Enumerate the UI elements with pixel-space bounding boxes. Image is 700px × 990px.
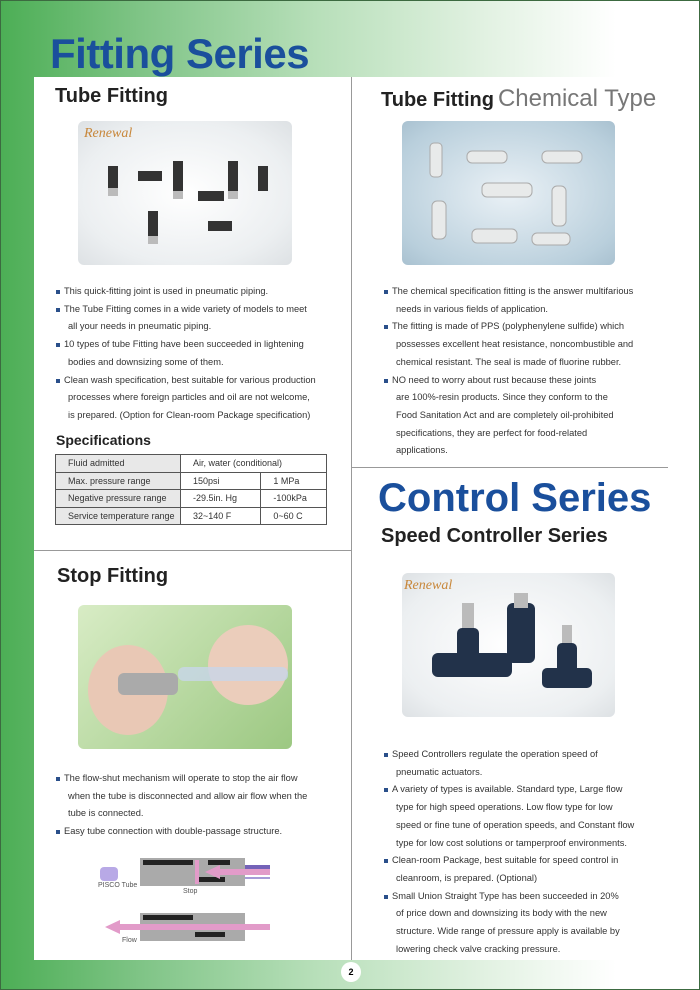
bullet-line: This quick-fitting joint is used in pneumatic piping. xyxy=(64,286,269,296)
spec-value: 1 MPa xyxy=(261,472,327,490)
bullet-line: when the tube is disconnected and allow air flow when the xyxy=(68,790,308,801)
table-row xyxy=(56,490,327,508)
bullet-line: The Tube Fitting comes in a wide variety of models to meet xyxy=(64,303,307,314)
specifications-table xyxy=(55,454,327,525)
spec-value: Air, water (conditional) xyxy=(181,455,327,473)
bullet-line: Easy tube connection with double-passage structure. xyxy=(64,826,283,837)
renewal-logo: Renewal xyxy=(404,578,453,593)
page-number: 2 xyxy=(341,962,361,982)
bullet-item xyxy=(384,888,634,959)
stop-fitting-bullets xyxy=(56,770,307,841)
bullet-line: Food Sanitation Act and are completely oil-prohibited xyxy=(396,409,614,420)
bullet-line: processes where foreign particles and oil are not welcome, xyxy=(68,392,310,403)
bullet-item xyxy=(384,283,633,318)
spec-label: Fluid admitted xyxy=(56,455,181,473)
stop-fitting-title: Stop Fitting xyxy=(57,565,169,587)
fittings-image xyxy=(78,121,292,265)
section-divider xyxy=(34,550,351,551)
bullet-line: possesses excellent heat resistance, noncombustible and xyxy=(396,339,634,350)
speed-controller-bullets xyxy=(384,746,634,958)
flow-label: Flow xyxy=(122,937,137,944)
bullet-line: pneumatic actuators. xyxy=(396,766,483,777)
chemical-fitting-photo xyxy=(402,121,615,265)
bullet-item xyxy=(384,852,634,887)
bullet-item xyxy=(384,372,633,461)
bullet-line: bodies and downsizing some of them. xyxy=(68,356,224,367)
bullet-line: of price down and downsizing its body with the new xyxy=(396,908,607,919)
bullet-item xyxy=(56,770,307,823)
chemical-bullets xyxy=(384,283,633,460)
stop-label: Stop xyxy=(183,888,198,895)
spec-label: Max. pressure range xyxy=(56,472,181,490)
bullet-line: Clean wash specification, best suitable for various production xyxy=(64,374,316,385)
column-divider xyxy=(351,77,352,960)
bullet-item xyxy=(56,336,316,371)
bullet-item xyxy=(384,318,633,371)
stop-flow-diagram xyxy=(95,855,275,950)
bullet-line: needs in various fields of application. xyxy=(396,303,548,314)
bullet-line: cleanroom, is prepared. (Optional) xyxy=(396,872,538,883)
spec-value: -29.5in. Hg xyxy=(181,490,261,508)
bullet-line: specifications, they are perfect for food-related xyxy=(396,427,588,438)
bullet-line: type for low cost solutions or tamperproof environments. xyxy=(396,837,627,848)
tube-fitting-photo xyxy=(78,121,292,265)
bullet-line: The fitting is made of PPS (polyphenylene sulfide) which xyxy=(392,321,625,332)
bullet-line: all your needs in pneumatic piping. xyxy=(68,321,212,332)
bullet-line: The flow-shut mechanism will operate to stop the air flow xyxy=(64,773,298,783)
bullet-item xyxy=(384,746,634,781)
chemical-title xyxy=(381,85,656,113)
bullet-line: chemical resistant. The seal is made of fluorine rubber. xyxy=(396,356,622,367)
chemical-subtitle: Chemical Type xyxy=(497,85,657,112)
bullet-item xyxy=(384,781,634,852)
bullet-line: lowering check valve cracking pressure. xyxy=(396,943,561,954)
bullet-line: Clean-room Package, best suitable for speed control in xyxy=(392,855,619,866)
control-series-title: Control Series xyxy=(378,476,652,520)
stop-fitting-photo xyxy=(78,605,292,749)
bullet-line: 10 types of tube Fitting have been succeeded in lightening xyxy=(64,339,304,350)
speed-controller-image xyxy=(402,573,615,717)
bullet-line: tube is connected. xyxy=(68,808,144,819)
bullet-line: is prepared. (Option for Clean-room Package specification) xyxy=(68,409,311,420)
spec-label: Negative pressure range xyxy=(56,490,181,508)
bullet-item xyxy=(56,823,307,841)
bullet-line: type for high speed operations. Low flow type for low xyxy=(396,802,613,813)
tube-fitting-bullets xyxy=(56,283,316,425)
table-row xyxy=(56,455,327,473)
bullet-line: Small Union Straight Type has been succeeded in 20% xyxy=(392,890,619,901)
bullet-line: The chemical specification fitting is the answer multifarious xyxy=(392,286,634,296)
bullet-line: A variety of types is available. Standard type, Large flow xyxy=(392,784,623,795)
spec-value: 32~140 F xyxy=(181,507,261,525)
bullet-item xyxy=(56,301,316,336)
bullet-line: NO need to worry about rust because these joints xyxy=(392,374,597,385)
bullet-line: speed or fine tune of operation speeds, and Constant flow xyxy=(396,819,635,830)
spec-value: -100kPa xyxy=(261,490,327,508)
page-title: Fitting Series xyxy=(50,30,310,77)
chemical-fittings-image xyxy=(402,121,615,265)
bullet-item xyxy=(56,372,316,425)
bullet-line: structure. Wide range of pressure apply is available by xyxy=(396,926,620,937)
bullet-line: are 100%-resin products. Since they conform to the xyxy=(396,392,608,403)
chemical-title-main: Tube Fitting xyxy=(381,89,494,111)
spec-value: 150psi xyxy=(181,472,261,490)
spec-value: 0~60 C xyxy=(261,507,327,525)
table-row xyxy=(56,507,327,525)
bullet-line: applications. xyxy=(396,445,448,456)
table-row xyxy=(56,472,327,490)
hands-fitting-image xyxy=(78,605,292,749)
tube-label: PISCO Tube xyxy=(98,882,138,889)
renewal-logo: Renewal xyxy=(84,126,133,141)
tube-fitting-title: Tube Fitting xyxy=(55,85,168,107)
bullet-line: Speed Controllers regulate the operation speed of xyxy=(392,749,598,759)
specifications-heading: Specifications xyxy=(56,432,151,448)
bullet-item xyxy=(56,283,316,301)
section-divider xyxy=(351,467,668,468)
spec-label: Service temperature range xyxy=(56,507,181,525)
speed-controller-title: Speed Controller Series xyxy=(381,525,608,547)
tube-icon xyxy=(100,867,118,881)
speed-controller-photo xyxy=(402,573,615,717)
